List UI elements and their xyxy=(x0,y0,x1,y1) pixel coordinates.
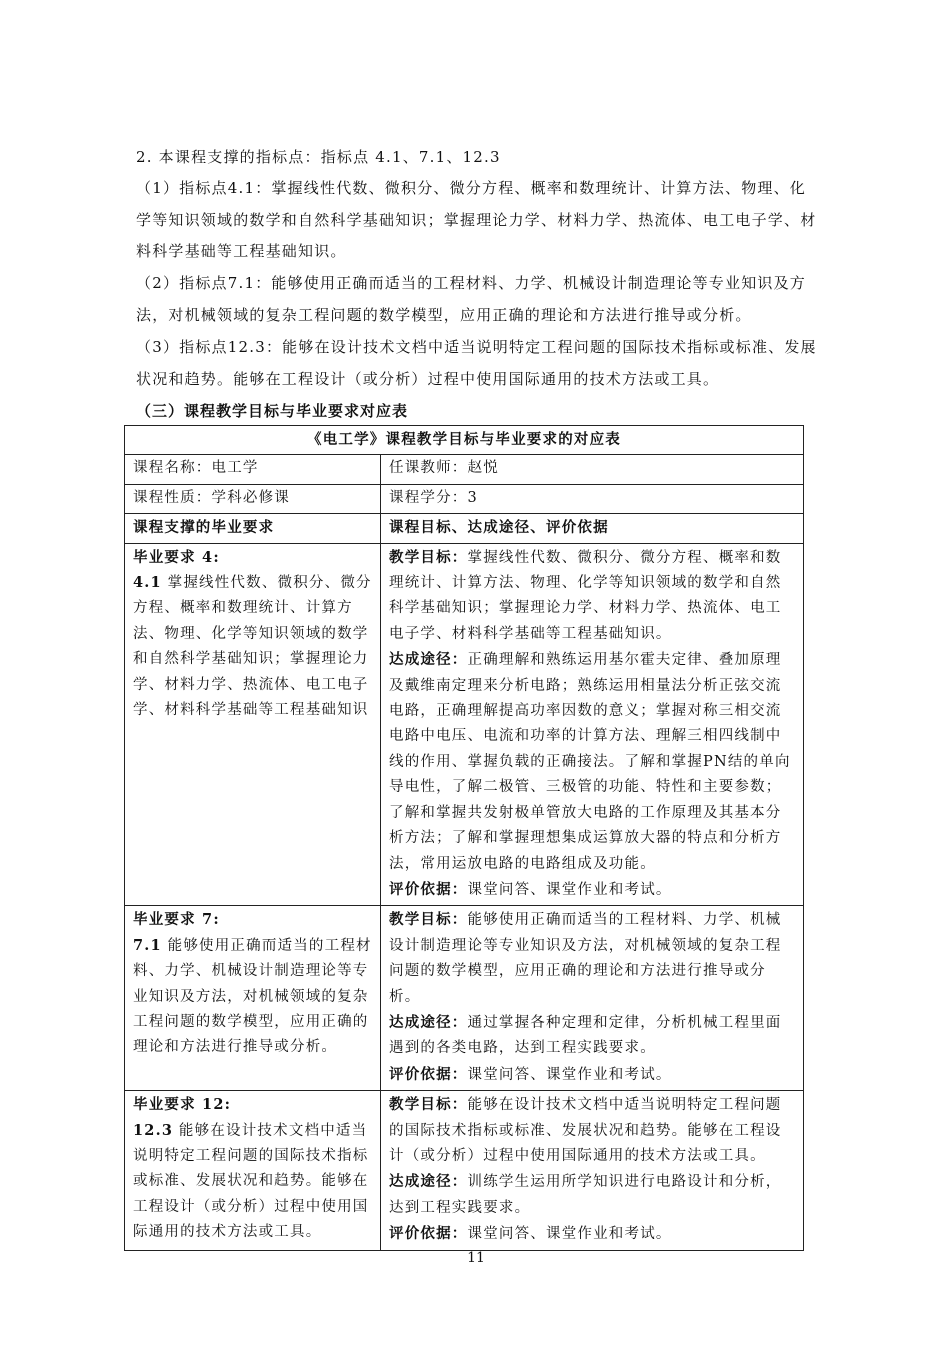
evaluation-basis-text: 课堂问答、课堂作业和考试。 xyxy=(467,1226,672,1243)
achievement-path xyxy=(389,647,795,877)
teaching-goal xyxy=(389,1092,795,1169)
evaluation-basis-text: 课堂问答、课堂作业和考试。 xyxy=(467,881,672,898)
table-caption: 《电工学》课程教学目标与毕业要求的对应表 xyxy=(125,426,804,455)
column-header-requirements: 课程支撑的毕业要求 xyxy=(125,514,381,543)
achievement-path-label: 达成途径： xyxy=(389,1013,468,1031)
indicator-text: 掌握线性代数、微积分、微分方程、概率和数理统计、计算方法、物理、化学等知识领域的数学和自然科学基础知识；掌握理论力学、材料力学、热流体、电工电子学、材料科学基础等工程基础知识 xyxy=(133,575,372,719)
requirement-title: 毕业要求 12: xyxy=(133,1096,232,1114)
table-caption-row xyxy=(125,426,804,455)
table-row xyxy=(125,484,804,513)
indicator-code: 4.1 xyxy=(133,574,162,592)
course-name-cell: 课程名称：电工学 xyxy=(125,455,381,484)
indicator-text: 能够在设计技术文档中适当说明特定工程问题的国际技术指标或标准、发展状况和趋势。能够在工程设计（或分析）过程中使用国际通用的技术方法或工具。 xyxy=(133,1122,369,1241)
teaching-goal xyxy=(389,545,795,648)
evaluation-basis-label: 评价依据： xyxy=(389,1225,468,1243)
table-row xyxy=(125,543,804,906)
support-item-4-1: （1）指标点4.1：掌握线性代数、微积分、微分方程、概率和数理统计、计算方法、物理、化学等知识领域的数学和自然科学基础知识；掌握理论力学、材料力学、热流体、电工电子学、材料科学基础等工程基础知识。 xyxy=(136,179,817,260)
achievement-path-text: 通过掌握各种定理和定律，分析机械工程里面遇到的各类电路，达到工程实践要求。 xyxy=(389,1014,782,1057)
indicator-text: 能够使用正确而适当的工程材料、力学、机械设计制造理论等专业知识及方法，对机械领域的复杂工程问题的数学模型，应用正确的理论和方法进行推导或分析。 xyxy=(133,937,372,1056)
achievement-path xyxy=(389,1010,795,1062)
teacher-cell: 任课教师：赵悦 xyxy=(381,455,804,484)
achievement-path-text: 训练学生运用所学知识进行电路设计和分析，达到工程实践要求。 xyxy=(389,1174,782,1216)
requirement-title: 毕业要求 7: xyxy=(133,911,220,929)
indicator-code: 7.1 xyxy=(133,936,162,954)
teaching-goal-text: 掌握线性代数、微积分、微分方程、概率和数理统计、计算方法、物理、化学等知识领域的数学和自然科学基础知识；掌握理论力学、材料力学、热流体、电工电子学、材料科学基础等工程基础知识。 xyxy=(389,549,782,642)
teaching-goal-label: 教学目标： xyxy=(389,1096,468,1114)
course-type-cell: 课程性质：学科必修课 xyxy=(125,484,381,513)
teaching-goal-label: 教学目标： xyxy=(389,548,468,566)
objective-cell xyxy=(381,543,804,906)
page-number: 11 xyxy=(467,1250,485,1266)
support-item-7-1: （2）指标点7.1：能够使用正确而适当的工程材料、力学、机械设计制造理论等专业知识及方法，对机械领域的复杂工程问题的数学模型，应用正确的理论和方法进行推导或分析。 xyxy=(136,274,807,324)
teaching-goal-text: 能够使用正确而适当的工程材料、力学、机械设计制造理论等专业知识及方法，对机械领域的复杂工程问题的数学模型，应用正确的理论和方法进行推导或分析。 xyxy=(389,912,782,1005)
support-intro: 2. 本课程支撑的指标点：指标点 4.1、7.1、12.3 xyxy=(136,148,501,166)
evaluation-basis-text: 课堂问答、课堂作业和考试。 xyxy=(467,1066,672,1083)
table-header-row xyxy=(125,514,804,543)
achievement-path-text: 正确理解和熟练运用基尔霍夫定律、叠加原理及戴维南定理来分析电路；熟练运用相量法分析正弦交流电路，正确理解提高功率因数的意义；掌握对称三相交流电路中电压、电流和功率的计算方法、理解三相四线制中线的作用、掌握负载的正确接法。了解和掌握PN结的单向导电性，了解二极管、三极管的功能、特性和主要参数；了解和掌握共发射极单管放大电路的工作原理及其基本分析方法；了解和掌握理想集成运算放大器的特点和分析方法，常用运放电路的电路组成及功能。 xyxy=(389,652,791,872)
achievement-path-label: 达成途径： xyxy=(389,1173,468,1191)
indicator-code: 12.3 xyxy=(133,1121,174,1139)
evaluation-basis-label: 评价依据： xyxy=(389,1065,468,1083)
teaching-goal xyxy=(389,907,795,1010)
objective-cell xyxy=(381,1091,804,1250)
achievement-path xyxy=(389,1169,795,1221)
table-row xyxy=(125,1091,804,1250)
table-row xyxy=(125,906,804,1091)
evaluation-basis xyxy=(389,1062,795,1088)
achievement-path-label: 达成途径： xyxy=(389,651,468,669)
support-item-12-3: （3）指标点12.3：能够在设计技术文档中适当说明特定工程问题的国际技术指标或标准、发展状况和趋势。能够在工程设计（或分析）过程中使用国际通用的技术方法或工具。 xyxy=(136,338,817,388)
teaching-goal-label: 教学目标： xyxy=(389,911,468,929)
evaluation-basis xyxy=(389,1221,795,1247)
requirement-title: 毕业要求 4: xyxy=(133,548,220,566)
table-row xyxy=(125,455,804,484)
requirement-cell xyxy=(125,543,381,906)
objective-cell xyxy=(381,906,804,1091)
requirements-table xyxy=(124,425,804,1251)
requirement-cell xyxy=(125,906,381,1091)
evaluation-basis-label: 评价依据： xyxy=(389,880,468,898)
section-heading: （三）课程教学目标与毕业要求对应表 xyxy=(136,402,409,420)
requirement-cell xyxy=(125,1091,381,1250)
teaching-goal-text: 能够在设计技术文档中适当说明特定工程问题的国际技术指标或标准、发展状况和趋势。能够在工程设计（或分析）过程中使用国际通用的技术方法或工具。 xyxy=(389,1097,782,1164)
column-header-objectives: 课程目标、达成途径、评价依据 xyxy=(381,514,804,543)
evaluation-basis xyxy=(389,877,795,903)
credits-cell: 课程学分：3 xyxy=(381,484,804,513)
